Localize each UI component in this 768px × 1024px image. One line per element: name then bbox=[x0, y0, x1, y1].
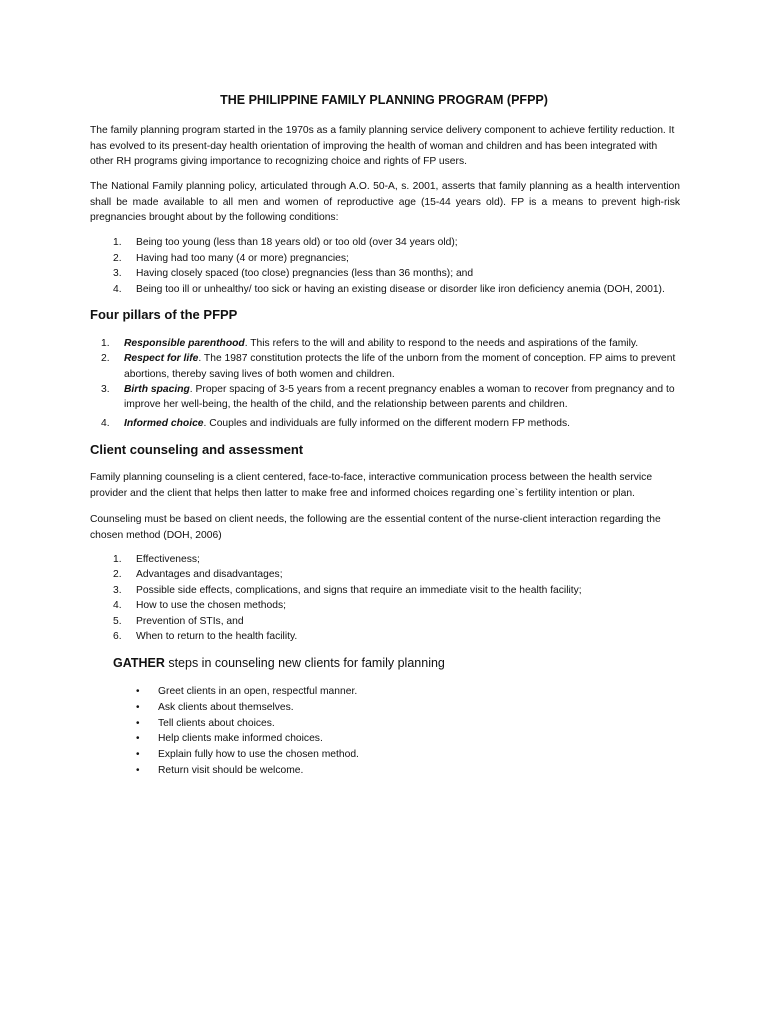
gather-acronym: GATHER bbox=[113, 656, 165, 670]
list-item: 3. Having closely spaced (too close) pregnancies (less than 36 months); and bbox=[113, 268, 474, 280]
list-item: 1. Being too young (less than 18 years old) or too old (over 34 years old); bbox=[113, 237, 458, 248]
list-item: • Help clients make informed choices. bbox=[158, 731, 678, 747]
bullet-icon: • bbox=[136, 764, 140, 776]
list-item: 4. How to use the chosen methods; bbox=[113, 600, 286, 612]
list-item: 5. Prevention of STIs, and bbox=[113, 615, 244, 627]
intro-paragraph: The family planning program started in the 1970s as a family planning service delivery component to achieve fertility reduction. It has evolved to its present-day health orientation of improving the health of woman and children and has been integrated with other RH programs giving importance to recognizing choice and rights of FP users. bbox=[90, 125, 675, 167]
pillar-item: 4. Informed choice. Couples and individuals are fully informed on the different modern FP methods. bbox=[101, 418, 571, 430]
counseling-heading: Client counseling and assessment bbox=[90, 442, 304, 457]
list-item: • Return visit should be welcome. bbox=[158, 763, 678, 779]
document-title: THE PHILIPPINE FAMILY PLANNING PROGRAM (PFPP) bbox=[220, 93, 548, 107]
pillar-item: 2. Respect for life. The 1987 constitution protects the life of the unborn from the moment of conception. FP aims to prevent abortions, thereby saving lives of both women and children. bbox=[101, 353, 676, 380]
gather-steps-list bbox=[136, 684, 678, 779]
pillar-item: 3. Birth spacing. Proper spacing of 3-5 years from a recent pregnancy enables a woman to recover from pregnancy and to improve her well-being, the health of the child, and the relationship between parents and children. bbox=[101, 383, 675, 411]
list-item: • Greet clients in an open, respectful manner. bbox=[158, 684, 678, 700]
list-item: 3. Possible side effects, complications, and signs that require an immediate visit to the health facility; bbox=[113, 584, 582, 596]
bullet-icon: • bbox=[136, 733, 140, 745]
bullet-icon: • bbox=[136, 686, 140, 697]
list-item: 1. Effectiveness; bbox=[113, 554, 200, 565]
list-item: 4. Being too ill or unhealthy/ too sick or having an existing disease or disorder like iron deficiency anemia (DOH, 2001). bbox=[113, 283, 665, 295]
list-item: • Explain fully how to use the chosen method. bbox=[158, 747, 678, 763]
bullet-icon: • bbox=[136, 717, 140, 729]
list-item: 2. Having had too many (4 or more) pregnancies; bbox=[113, 252, 349, 264]
list-item: 2. Advantages and disadvantages; bbox=[113, 569, 283, 581]
pillar-item: 1. Responsible parenthood. This refers to the will and ability to respond to the needs and aspirations of the family. bbox=[101, 338, 639, 349]
gather-heading: GATHER steps in counseling new clients for family planning bbox=[113, 656, 445, 670]
list-item: 6. When to return to the health facility. bbox=[113, 631, 298, 643]
pillars-list bbox=[101, 336, 679, 432]
list-item: • Tell clients about choices. bbox=[158, 716, 678, 732]
content-list bbox=[113, 552, 696, 644]
conditions-list bbox=[113, 235, 696, 297]
bullet-icon: • bbox=[136, 749, 140, 761]
policy-paragraph: The National Family planning policy, articulated through A.O. 50-A, s. 2001, asserts that family planning as a health intervention shall be made available to all men and women of reproductive age (15-44 years old). FP is a means to prevent high-risk pregnancies brought about by the following conditions: bbox=[90, 181, 680, 223]
pillars-heading: Four pillars of the PFPP bbox=[90, 307, 238, 322]
list-item: • Ask clients about themselves. bbox=[158, 700, 678, 716]
bullet-icon: • bbox=[136, 701, 140, 713]
counseling-paragraph: Family planning counseling is a client centered, face-to-face, interactive communication process between the health service provider and the client that helps then latter to make free and informed choices regarding one`s fertility intention or plan. bbox=[90, 472, 653, 499]
counseling-content-paragraph: Counseling must be based on client needs, the following are the essential content of the nurse-client interaction regarding the chosen method (DOH, 2006) bbox=[90, 514, 661, 541]
